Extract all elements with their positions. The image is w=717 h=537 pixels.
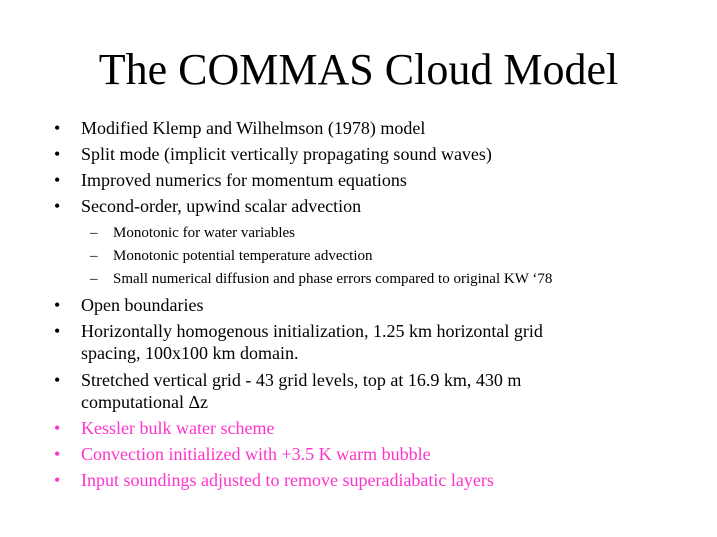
bullet-marker: •: [54, 295, 61, 315]
bullet-text: Improved numerics for momentum equations: [81, 170, 407, 190]
bullet-text: Second-order, upwind scalar advection: [81, 196, 362, 216]
sub-bullet-text: Monotonic for water variables: [113, 225, 296, 241]
sub-bullet-marker: –: [90, 248, 98, 264]
bullet-marker: •: [54, 170, 61, 190]
sub-bullet-marker: –: [90, 271, 98, 287]
bullet-marker: •: [54, 144, 61, 164]
bullet-text-line: spacing, 100x100 km domain.: [81, 343, 299, 363]
sub-bullet-text: Monotonic potential temperature advection: [113, 248, 373, 264]
bullet-text-line: computational Δz: [81, 392, 209, 412]
bullet-text: [81, 369, 521, 413]
bullet-text: [81, 320, 543, 364]
bullet-text: Split mode (implicit vertically propagating sound waves): [81, 144, 492, 164]
bullet-text: [81, 294, 203, 316]
bullet-marker: •: [54, 470, 61, 490]
bullet-marker: •: [54, 418, 61, 438]
bullet-text-line: Open boundaries: [81, 295, 204, 315]
bullet-marker: •: [54, 444, 61, 464]
bullet-marker: •: [54, 321, 61, 341]
bullet-text-line: Stretched vertical grid - 43 grid levels, top at 16.9 km, 430 m: [81, 370, 522, 390]
bullet-text: Convection initialized with +3.5 K warm bubble: [81, 444, 431, 464]
bullet-text: Modified Klemp and Wilhelmson (1978) model: [81, 118, 426, 138]
sub-bullet-text: Small numerical diffusion and phase errors compared to original KW ‘78: [113, 271, 553, 287]
bullet-text: Input soundings adjusted to remove superadiabatic layers: [81, 470, 494, 490]
bullet-text-line: Horizontally homogenous initialization, 1.25 km horizontal grid: [81, 321, 543, 341]
slide-title: The COMMAS Cloud Model: [98, 45, 619, 94]
bullet-marker: •: [54, 196, 61, 216]
bullet-marker: •: [54, 370, 61, 390]
bullet-text: Kessler bulk water scheme: [81, 418, 275, 438]
bullet-marker: •: [54, 118, 61, 138]
sub-bullet-marker: –: [90, 225, 98, 241]
